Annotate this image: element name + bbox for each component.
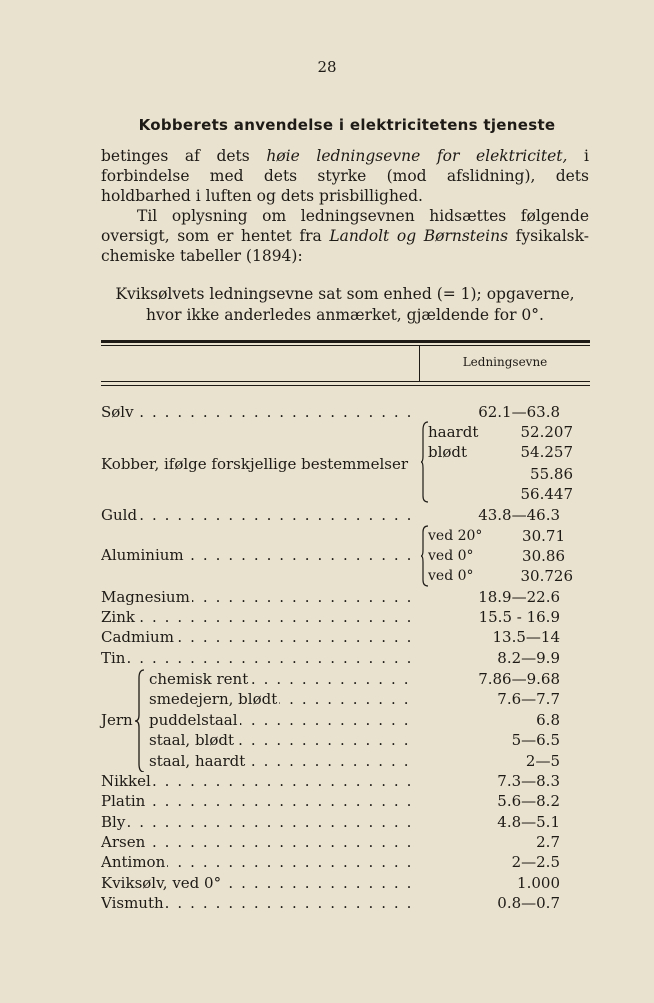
row-name: Vismuth (101, 894, 164, 912)
row-value: 5—6.5 (511, 731, 560, 749)
aluminium-sub-value: 30.86 (522, 547, 565, 565)
running-header: Kobberets anvendelse i elektricitetens tjeneste (138, 116, 556, 134)
row-name: Kviksølv, ved 0° (101, 874, 222, 892)
row-value: 2—5 (525, 752, 560, 770)
table-row (101, 751, 590, 771)
aluminium-sub-label: ved 0° (428, 568, 474, 584)
row-name: Platin (101, 792, 146, 810)
table-row (101, 689, 590, 709)
row-name: Antimon (101, 853, 166, 871)
aluminium-sub-label: ved 0° (428, 548, 474, 564)
caption-line-2: hvor ikke anderledes anmærket, gjældende for 0°. (146, 306, 544, 324)
row-name: Arsen (101, 833, 146, 851)
row-name: Tin (101, 649, 126, 667)
row-value: 0.8—0.7 (497, 894, 560, 912)
table-top-rule-thin (101, 345, 590, 346)
table-row (101, 402, 590, 422)
row-name: Cadmium (101, 628, 174, 646)
table-row (101, 669, 590, 689)
kobber-name: Kobber, ifølge forskjellige bestemmelser (101, 455, 409, 473)
table-row (101, 812, 590, 832)
p1-text-a: betinges af dets (101, 147, 267, 165)
row-name: chemisk rent (149, 670, 249, 688)
table-caption (100, 284, 590, 326)
paragraph-1 (101, 146, 589, 266)
page-number: 28 (317, 58, 337, 76)
table-row (101, 587, 590, 607)
aluminium-sub-value: 30.726 (520, 567, 573, 585)
row-name: staal, blødt (149, 731, 235, 749)
kobber-sub-value: 54.257 (520, 443, 573, 461)
table-row (101, 710, 590, 730)
row-name: Bly (101, 813, 126, 831)
table-row (101, 648, 590, 668)
table-row (101, 545, 590, 565)
table-row (101, 832, 590, 852)
table-top-rule (101, 340, 590, 343)
row-value: 15.5 - 16.9 (478, 608, 560, 626)
table-row (101, 852, 590, 872)
kobber-sub-value: 52.207 (520, 423, 573, 441)
aluminium-sub-value: 30.71 (522, 527, 565, 545)
kobber-sub-value: 55.86 (530, 465, 573, 483)
row-value: 4.8—5.1 (497, 813, 560, 831)
table-row (101, 791, 590, 811)
kobber-sub-label: blødt (428, 443, 468, 461)
caption-line-1: Kviksølvets ledningsevne sat som enhed (= 1); opgaverne, (115, 285, 575, 303)
row-name: smedejern, blødt (149, 690, 278, 708)
kobber-sub-value: 56.447 (520, 485, 573, 503)
column-header: Ledningsevne (462, 355, 548, 369)
p2-text-a: Til oplysning om ledningsevnen hidsættes følgende oversigt, som er hentet fra (101, 207, 589, 245)
table-head-rule-2 (101, 385, 590, 386)
p2-text-b: fysikalsk-chemiske tabeller (1894): (101, 227, 589, 265)
table-row (101, 730, 590, 750)
row-value: 7.3—8.3 (497, 772, 560, 790)
row-value: 13.5—14 (492, 628, 560, 646)
row-name: staal, haardt (149, 752, 246, 770)
table-row (101, 627, 590, 647)
table-row (101, 771, 590, 791)
row-value: 5.6—8.2 (497, 792, 560, 810)
row-value: 8.2—9.9 (497, 649, 560, 667)
row-value: 1.000 (517, 874, 560, 892)
row-value: 62.1—63.8 (478, 403, 560, 421)
row-value: 2.7 (536, 833, 560, 851)
aluminium-sub-label: ved 20° (428, 528, 483, 544)
table-row (101, 505, 590, 525)
table-row (101, 873, 590, 893)
row-value: 7.86—9.68 (478, 670, 560, 688)
row-value: 7.6—7.7 (497, 690, 560, 708)
row-name: Aluminium (101, 546, 184, 564)
row-value: 18.9—22.6 (478, 588, 560, 606)
table-row (101, 893, 590, 913)
row-value: 43.8—46.3 (478, 506, 560, 524)
row-name: Sølv (101, 403, 134, 421)
table-head-rule (101, 381, 590, 382)
row-name: Zink (101, 608, 135, 626)
p1-text-b: i forbindelse med dets styrke (mod afslidning), dets holdbarhed i luften og dets prisbillighed. (101, 147, 589, 205)
row-value: 2—2.5 (511, 853, 560, 871)
p1-italic: høie ledningsevne for elektricitet, (266, 147, 568, 165)
row-name: puddelstaal (149, 711, 238, 729)
row-name: Nikkel (101, 772, 151, 790)
row-value: 6.8 (536, 711, 560, 729)
row-name: Magnesium (101, 588, 190, 606)
table-row (101, 607, 590, 627)
jern-label: Jern (101, 711, 133, 729)
row-name: Guld (101, 506, 138, 524)
p2-italic: Landolt og Børnsteins (329, 227, 509, 245)
kobber-sub-label: haardt (428, 423, 479, 441)
